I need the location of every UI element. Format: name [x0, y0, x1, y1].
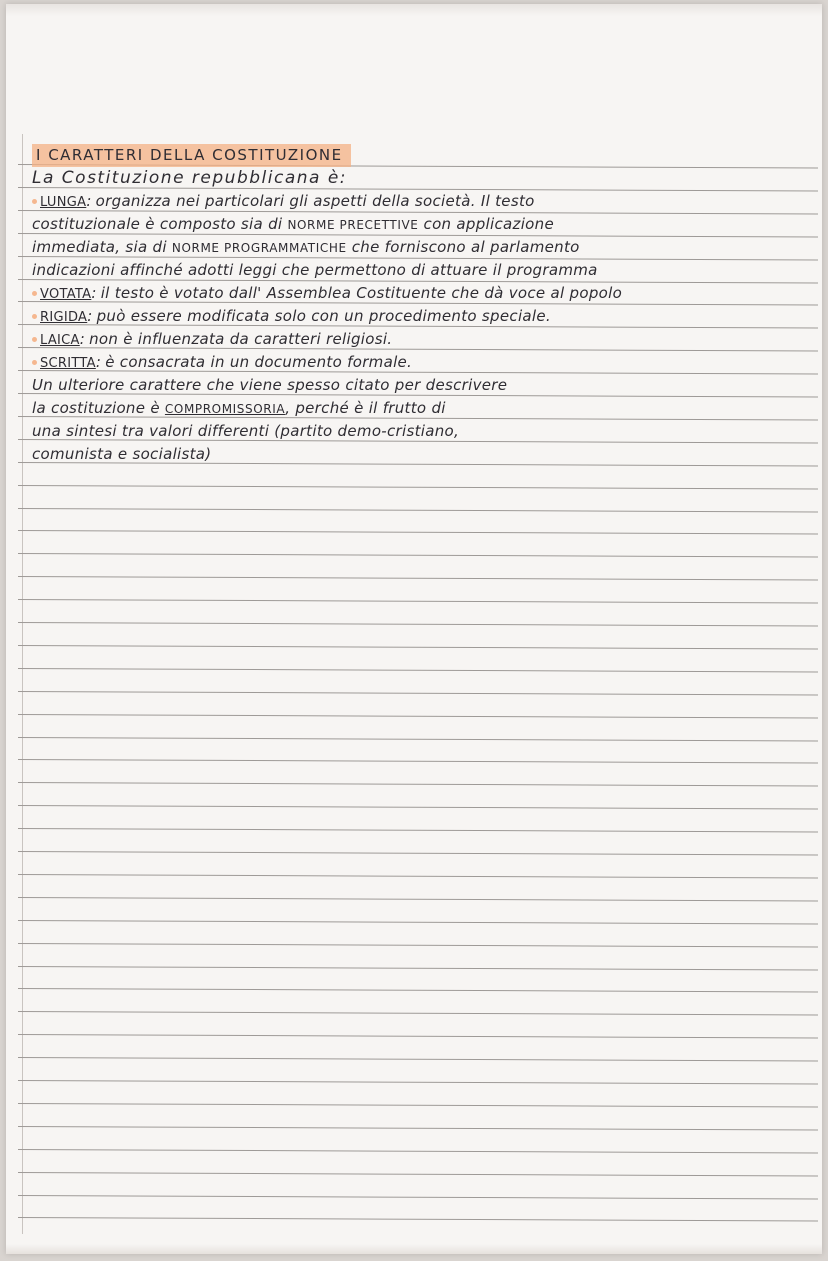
ruled-line: [18, 1103, 818, 1107]
ruled-line: [18, 897, 818, 901]
page-top-edge: [6, 4, 822, 16]
ruled-line: [18, 508, 818, 512]
notes-intro: La Costituzione repubblicana è:: [32, 168, 348, 188]
colon: :: [87, 307, 93, 325]
ruled-line: [18, 1034, 818, 1038]
page-bottom-edge: [6, 1244, 822, 1254]
bullet-icon: [32, 199, 37, 204]
term-scritta: SCRITTA: [40, 356, 96, 371]
ruled-line: [18, 943, 818, 947]
ruled-line: [18, 622, 818, 626]
ruled-line: [18, 1195, 818, 1199]
closing-line-1: Un ulteriore carattere che viene spesso citato per descrivere: [32, 376, 508, 394]
ruled-line: [18, 1011, 818, 1015]
term-votata: VOTATA: [40, 287, 92, 302]
bullet-icon: [32, 314, 37, 319]
ruled-line: [18, 966, 818, 970]
item-lunga-line-1: [32, 190, 812, 213]
colon: :: [91, 284, 97, 302]
notebook-page: [6, 4, 822, 1254]
ruled-line: [18, 874, 818, 878]
ruled-line: [18, 828, 818, 832]
colon: :: [79, 330, 86, 348]
closing-line-3: una sintesi tra valori differenti (partito demo-cristiano,: [32, 422, 460, 440]
term-lunga: LUNGA: [40, 195, 87, 210]
bullet-icon: [32, 291, 37, 296]
item-lunga-line-2: [32, 213, 812, 236]
ruled-line: [18, 805, 818, 809]
colon: :: [86, 192, 92, 210]
ruled-line: [18, 1080, 818, 1084]
item-votata: [32, 282, 812, 305]
ruled-line: [18, 1149, 818, 1153]
notes-title: I CARATTERI DELLA COSTITUZIONE: [32, 144, 351, 167]
compromissoria: COMPROMISSORIA: [164, 402, 286, 416]
item-lunga-text-2c: con applicazione: [418, 215, 554, 233]
handwritten-notes: [32, 144, 812, 466]
item-rigida: [32, 305, 812, 328]
ruled-line: [18, 485, 818, 489]
ruled-line: [18, 714, 818, 718]
norme-programmatiche: NORME PROGRAMMATICHE: [171, 241, 347, 255]
item-lunga-text-2a: costituzionale è composto sia di: [32, 215, 288, 233]
closing-text-2a: la costituzione è: [32, 399, 165, 417]
ruled-line: [18, 988, 818, 992]
item-lunga-line-4: indicazioni affinché adotti leggi che permettono di attuare il programma: [32, 261, 598, 279]
norme-precettive: NORME PRECETTIVE: [287, 218, 419, 232]
bullet-icon: [32, 337, 37, 342]
ruled-line: [18, 737, 818, 741]
ruled-line: [18, 851, 818, 855]
ruled-line: [18, 1172, 818, 1176]
margin-line: [22, 134, 23, 1234]
ruled-line: [18, 668, 818, 672]
closing-line-2: [32, 397, 812, 420]
ruled-line: [18, 599, 818, 603]
bullet-icon: [32, 360, 37, 365]
ruled-line: [18, 576, 818, 580]
ruled-line: [18, 920, 818, 924]
ruled-line: [18, 1126, 818, 1130]
ruled-line: [18, 645, 818, 649]
ruled-line: [18, 1217, 818, 1221]
item-rigida-text: può essere modificata solo con un procedimento speciale.: [96, 307, 551, 325]
ruled-line: [18, 691, 818, 695]
ruled-line: [18, 553, 818, 557]
notes-title-line: [32, 144, 812, 167]
item-laica: [32, 328, 812, 351]
item-laica-text: non è influenzata da caratteri religiosi.: [89, 330, 393, 348]
item-votata-text: il testo è votato dall' Assemblea Costituente che dà voce al popolo: [100, 284, 623, 302]
closing-line-4: comunista e socialista): [32, 445, 212, 463]
ruled-line: [18, 1057, 818, 1061]
item-lunga-text-3c: che forniscono al parlamento: [346, 238, 580, 256]
item-lunga-text-1: organizza nei particolari gli aspetti della società. Il testo: [95, 192, 535, 210]
term-laica: LAICA: [40, 333, 80, 348]
colon: :: [95, 353, 102, 371]
ruled-line: [18, 530, 818, 534]
closing-text-2c: , perché è il frutto di: [285, 399, 446, 417]
item-scritta: [32, 351, 812, 374]
item-scritta-text: è consacrata in un documento formale.: [105, 353, 413, 371]
item-lunga-line-3: [32, 236, 812, 259]
ruled-line: [18, 759, 818, 763]
ruled-line: [18, 782, 818, 786]
item-lunga-text-3a: immediata, sia di: [32, 238, 172, 256]
term-rigida: RIGIDA: [40, 310, 88, 325]
